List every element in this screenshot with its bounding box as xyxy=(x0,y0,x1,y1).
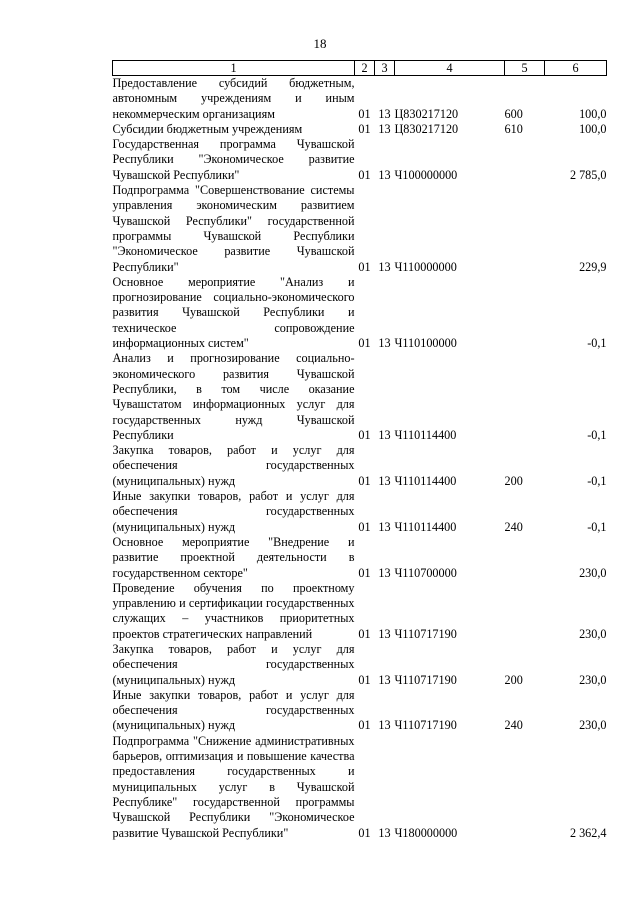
row-subsection: 13 xyxy=(378,565,391,580)
row-subsection: 13 xyxy=(378,336,391,351)
row-expense-type xyxy=(505,183,545,275)
row-subsection: 13 xyxy=(378,473,391,488)
row-target-code: Ч110717190 xyxy=(394,718,457,733)
row-target-code: Ч110114400 xyxy=(394,473,457,488)
row-amount: 230,0 xyxy=(579,672,607,687)
row-section: 01 xyxy=(358,106,371,121)
header-cell-5: 5 xyxy=(505,61,545,76)
row-expense-type xyxy=(505,734,545,841)
table-row xyxy=(113,351,607,443)
row-name: Закупка товаров, работ и услуг для обеспечения государственных (муниципальных) нужд xyxy=(112,443,355,488)
table-body xyxy=(113,76,607,841)
row-expense-type: 240 xyxy=(504,718,523,733)
row-amount: 229,9 xyxy=(579,259,607,274)
row-section: 01 xyxy=(358,336,371,351)
row-amount: 100,0 xyxy=(579,121,607,136)
row-section: 01 xyxy=(358,121,371,136)
header-cell-4: 4 xyxy=(395,61,505,76)
row-subsection: 13 xyxy=(378,718,391,733)
row-expense-type: 200 xyxy=(504,473,523,488)
row-subsection: 13 xyxy=(378,106,391,121)
row-name: Проведение обучения по проектному управлению и сертификации государственных служащих – участников приоритетных проектов стратегических направлений xyxy=(112,580,355,641)
header-cell-3: 3 xyxy=(375,61,395,76)
table-row xyxy=(113,688,607,734)
row-amount: -0,1 xyxy=(587,427,607,442)
row-section: 01 xyxy=(358,718,371,733)
row-section: 01 xyxy=(358,167,371,182)
row-target-code: Ч110700000 xyxy=(394,565,457,580)
budget-table xyxy=(112,60,607,841)
table-row xyxy=(113,76,607,122)
row-name: Субсидии бюджетным учреждениям xyxy=(112,121,303,136)
row-target-code: Ч110717190 xyxy=(394,672,457,687)
row-amount: 100,0 xyxy=(579,106,607,121)
row-name: Иные закупки товаров, работ и услуг для обеспечения государственных (муниципальных) нужд xyxy=(112,687,355,733)
row-target-code: Ц830217120 xyxy=(394,106,459,121)
header-row xyxy=(113,61,607,76)
row-target-code: Ч110114400 xyxy=(394,427,457,442)
row-expense-type: 600 xyxy=(504,106,523,121)
row-section: 01 xyxy=(358,626,371,641)
row-name: Подпрограмма "Совершенствование системы управления экономическим развитием Чувашской Республики" государственной программы Чувашской Республики "Экономическое развитие Чувашской Республики" xyxy=(112,183,355,274)
table-row xyxy=(113,183,607,275)
table-row xyxy=(113,122,607,137)
row-name: Закупка товаров, работ и услуг для обеспечения государственных (муниципальных) нужд xyxy=(112,641,355,687)
row-amount: -0,1 xyxy=(587,519,607,534)
row-subsection: 13 xyxy=(378,121,391,136)
table-row xyxy=(113,734,607,841)
row-subsection: 13 xyxy=(378,672,391,687)
row-expense-type xyxy=(505,535,545,581)
row-section: 01 xyxy=(358,565,371,580)
row-subsection: 13 xyxy=(378,825,391,840)
row-expense-type xyxy=(505,275,545,351)
row-name: Иные закупки товаров, работ и услуг для обеспечения государственных (муниципальных) нужд xyxy=(112,489,355,534)
row-target-code: Ч110100000 xyxy=(394,336,457,351)
row-expense-type xyxy=(505,581,545,642)
row-name: Основное мероприятие "Внедрение и развитие проектной деятельности в государственном секторе" xyxy=(112,534,355,580)
row-section: 01 xyxy=(358,427,371,442)
row-expense-type: 240 xyxy=(504,519,523,534)
table-row xyxy=(113,137,607,183)
row-target-code: Ч110114400 xyxy=(394,519,457,534)
row-name: Подпрограмма "Снижение административных барьеров, оптимизация и повышение качества предоставления государственных и муниципальных услуг в Чувашской Республике" государственной программы Чувашской Республики "Экономическое развитие Чувашской Республики" xyxy=(112,733,355,840)
row-amount: 2 362,4 xyxy=(569,825,607,840)
table-row xyxy=(113,489,607,535)
row-section: 01 xyxy=(358,473,371,488)
row-subsection: 13 xyxy=(378,427,391,442)
row-amount: 230,0 xyxy=(579,626,607,641)
row-name: Предоставление субсидий бюджетным, автономным учреждениям и иным некоммерческим организациям xyxy=(112,76,355,121)
row-target-code: Ч110717190 xyxy=(394,626,457,641)
row-section: 01 xyxy=(358,825,371,840)
row-target-code: Ц830217120 xyxy=(394,121,459,136)
row-amount: -0,1 xyxy=(587,336,607,351)
row-expense-type: 610 xyxy=(504,121,523,136)
row-subsection: 13 xyxy=(378,519,391,534)
row-subsection: 13 xyxy=(378,626,391,641)
row-amount: 2 785,0 xyxy=(569,167,607,182)
row-expense-type: 200 xyxy=(504,672,523,687)
table-row xyxy=(113,581,607,642)
row-name: Основное мероприятие "Анализ и прогнозирование социально-экономического развития Чувашской Республики и техническое сопровождение информационных систем" xyxy=(112,274,355,351)
row-expense-type xyxy=(505,351,545,443)
row-amount: 230,0 xyxy=(579,718,607,733)
row-amount: 230,0 xyxy=(579,565,607,580)
row-target-code: Ч110000000 xyxy=(394,259,457,274)
header-cell-1: 1 xyxy=(113,61,355,76)
row-amount: -0,1 xyxy=(587,473,607,488)
row-subsection: 13 xyxy=(378,167,391,182)
row-section: 01 xyxy=(358,259,371,274)
row-target-code: Ч100000000 xyxy=(394,167,458,182)
page-number: 18 xyxy=(313,36,327,51)
row-expense-type xyxy=(505,137,545,183)
row-target-code: Ч180000000 xyxy=(394,825,458,840)
row-section: 01 xyxy=(358,672,371,687)
table-row xyxy=(113,443,607,489)
table-row xyxy=(113,642,607,688)
row-name: Государственная программа Чувашской Республики "Экономическое развитие Чувашской Республики" xyxy=(112,137,355,182)
row-name: Анализ и прогнозирование социально-экономического развития Чувашской Республики, в том числе оказание Чувашстатом информационных услуг для государственных нужд Чувашской Республики xyxy=(112,351,355,442)
header-cell-2: 2 xyxy=(355,61,375,76)
row-subsection: 13 xyxy=(378,259,391,274)
header-cell-6: 6 xyxy=(545,61,607,76)
table-row xyxy=(113,535,607,581)
table-row xyxy=(113,275,607,351)
row-section: 01 xyxy=(358,519,371,534)
